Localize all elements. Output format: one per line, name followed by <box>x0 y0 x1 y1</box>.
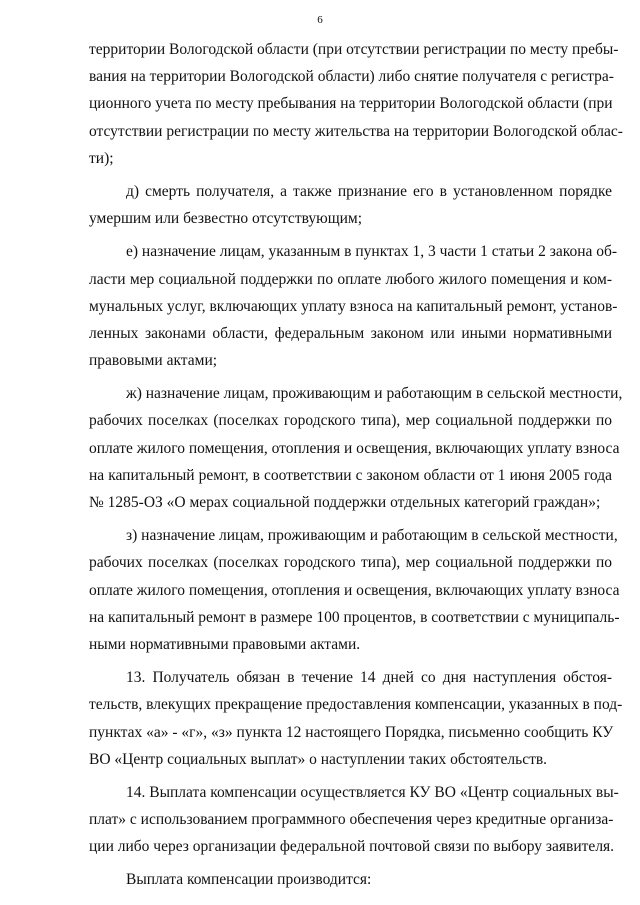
text-line: территории Вологодской области (при отсутствии регистрации по месту пребы- <box>89 41 619 58</box>
paragraph-payment-intro <box>89 866 612 893</box>
text-line: ции либо через организации федеральной почтовой связи по выбору заявителя. <box>89 838 615 856</box>
text-line: отсутствии регистрации по месту жительства на территории Вологодской облас- <box>89 122 623 140</box>
text-line: Выплата компенсации производится: <box>126 871 372 889</box>
paragraph-clause-13 <box>89 664 623 773</box>
text-line: рабочих поселках (поселках городского типа), мер социальной поддержки по <box>89 554 612 572</box>
text-line: правовыми актами; <box>89 352 218 370</box>
text-line: ж) назначение лицам, проживающим и работающим в сельской местности, <box>126 385 623 403</box>
text-line: оплате жилого помещения, отопления и освещения, включающих уплату взноса <box>89 581 620 599</box>
text-line: умершим или безвестно отсутствующим; <box>89 210 363 228</box>
paragraph-item-z <box>89 522 620 658</box>
paragraph-item-zh <box>89 380 623 516</box>
document-body <box>89 36 623 894</box>
text-line: вания на территории Вологодской области) либо снятие получателя с регистра- <box>89 68 614 86</box>
text-line: 14. Выплата компенсации осуществляется КУ ВО «Центр социальных вы- <box>126 783 619 801</box>
paragraph-item-d <box>89 178 612 232</box>
text-line: на капитальный ремонт, в соответствии с законом области от 1 июня 2005 года <box>89 466 612 484</box>
text-line: мунальных услуг, включающих уплату взноса на капитальный ремонт, установ- <box>89 297 618 315</box>
text-line: плат» с использованием программного обеспечения через кредитные организа- <box>89 811 614 829</box>
text-line: рабочих поселках (поселках городского типа), мер социальной поддержки по <box>89 412 612 430</box>
paragraph-item-e <box>89 238 618 374</box>
text-line: ти); <box>89 149 114 167</box>
text-line: ВО «Центр социальных выплат» о наступлении таких обстоятельств. <box>89 750 548 768</box>
text-line: з) назначение лицам, проживающим и работающим в сельской местности, <box>126 527 618 545</box>
text-line: № 1285-ОЗ «О мерах социальной поддержки отдельных категорий граждан»; <box>89 494 601 511</box>
text-line: на капитальный ремонт в размере 100 процентов, в соответствии с муниципаль- <box>89 608 620 626</box>
paragraph-continuation <box>89 36 623 172</box>
page-number: 6 <box>317 14 323 26</box>
text-line: ласти мер социальной поддержки по оплате любого жилого помещения и ком- <box>89 270 612 288</box>
text-line: ционного учета по месту пребывания на территории Вологодской области (при <box>89 95 613 113</box>
text-line: д) смерть получателя, а также признание его в установленном порядке <box>126 182 612 200</box>
text-line: оплате жилого помещения, отопления и освещения, включающих уплату взноса <box>89 439 620 457</box>
text-line: 13. Получатель обязан в течение 14 дней со дня наступления обстоя- <box>126 669 612 687</box>
paragraph-clause-14 <box>89 779 619 861</box>
text-line: ленных законами области, федеральным законом или иными нормативными <box>89 324 612 342</box>
text-line: ными нормативными правовыми актами. <box>89 635 361 653</box>
text-line: пунктах «а» - «г», «з» пункта 12 настоящего Порядка, письменно сообщить КУ <box>89 723 614 741</box>
text-line: тельств, влекущих прекращение предоставления компенсации, указанных в под- <box>89 696 623 714</box>
text-line: е) назначение лицам, указанным в пунктах 1, 3 части 1 статьи 2 закона об- <box>126 243 618 261</box>
